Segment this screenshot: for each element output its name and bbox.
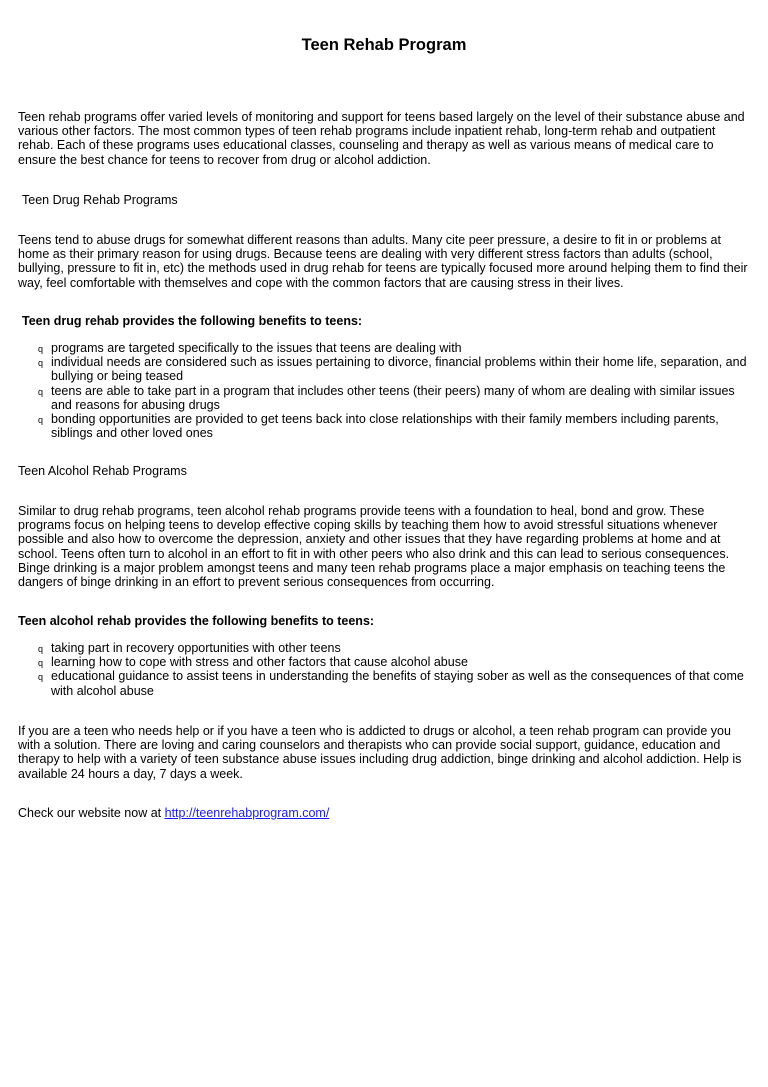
website-link[interactable]: http://teenrehabprogram.com/ [164, 806, 330, 820]
list-item [38, 669, 750, 697]
list-item-text: bonding opportunities are provided to get teens back into close relationships with their family members including parents, siblings and other loved ones [51, 412, 719, 441]
drug-section-heading: Teen Drug Rehab Programs [22, 193, 178, 207]
cta-text: Check our website now at [18, 806, 162, 820]
drug-section-paragraph: Teens tend to abuse drugs for somewhat different reasons than adults. Many cite peer pressure, a desire to fit in or problems at home as their primary reason for using drugs. Because teens are dealing with very different stress factors than adults (school, bullying, pressure to fit in, etc) the methods used in drug rehab for teens are typically focused more around helping them to find their way, feel comfortable with themselves and cope with the common factors that are causing stress in their lives. [18, 233, 748, 290]
page-title: Teen Rehab Program [301, 36, 467, 54]
bullet-icon: q [38, 358, 44, 369]
bullet-icon: q [38, 644, 44, 654]
list-item [38, 384, 750, 412]
closing-paragraph: If you are a teen who needs help or if you have a teen who is addicted to drugs or alcohol, a teen rehab program can provide you with a solution. There are loving and caring counselors and therapists who can provide social support, guidance, education and therapy to help with a variety of teen substance abuse issues including drug addiction, binge drinking and alcohol addiction. Help is available 24 hours a day, 7 days a week. [18, 724, 742, 781]
bullet-icon: q [38, 344, 44, 354]
list-item-text: educational guidance to assist teens in understanding the benefits of staying sober as well as the consequences of that come with alcohol abuse [51, 669, 744, 698]
cta-line [18, 806, 750, 820]
bullet-icon: q [38, 415, 44, 426]
alcohol-section-paragraph: Similar to drug rehab programs, teen alcohol rehab programs provide teens with a foundation to heal, bond and grow. These programs focus on helping teens to develop effective coping skills by teaching them how to avoid stressful situations whenever possible and also how to overcome the depression, anxiety and other issues that they have regarding problems at home and at school. Teens often turn to alcohol in an effort to fit in with other peers who also drink and this can lead to serious consequences. Binge drinking is a major problem amongst teens and many teen rehab programs place a major emphasis on teaching teens the dangers of binge drinking in an effort to prevent serious consequences from occurring. [18, 504, 730, 590]
list-item [38, 412, 750, 440]
alcohol-section-heading: Teen Alcohol Rehab Programs [18, 464, 187, 478]
alcohol-benefits-heading: Teen alcohol rehab provides the following benefits to teens: [18, 614, 375, 628]
list-item-text: taking part in recovery opportunities with other teens [51, 641, 341, 655]
drug-benefits-list [38, 341, 750, 440]
intro-paragraph: Teen rehab programs offer varied levels of monitoring and support for teens based largely on the level of their substance abuse and various other factors. The most common types of teen rehab programs include inpatient rehab, long-term rehab and outpatient rehab. Each of these programs uses educational classes, counseling and therapy as well as various means of medical care to ensure the best chance for teens to recover from drug or alcohol addiction. [18, 110, 745, 167]
list-item-text: learning how to cope with stress and other factors that cause alcohol abuse [51, 655, 468, 670]
list-item [38, 655, 750, 669]
drug-benefits-heading: Teen drug rehab provides the following benefits to teens: [22, 314, 363, 328]
list-item-text: programs are targeted specifically to the issues that teens are dealing with [51, 341, 462, 355]
bullet-icon: q [38, 658, 44, 669]
list-item-text: individual needs are considered such as issues pertaining to divorce, financial problems within their home life, separation, and bullying or being teased [51, 355, 747, 384]
bullet-icon: q [38, 672, 44, 683]
list-item [38, 355, 750, 383]
list-item [38, 641, 750, 655]
alcohol-benefits-list [38, 641, 750, 698]
list-item [38, 341, 750, 355]
list-item-text: teens are able to take part in a program that includes other teens (their peers) many of whom are dealing with similar issues and reasons for abusing drugs [51, 383, 735, 412]
bullet-icon: q [38, 386, 44, 397]
